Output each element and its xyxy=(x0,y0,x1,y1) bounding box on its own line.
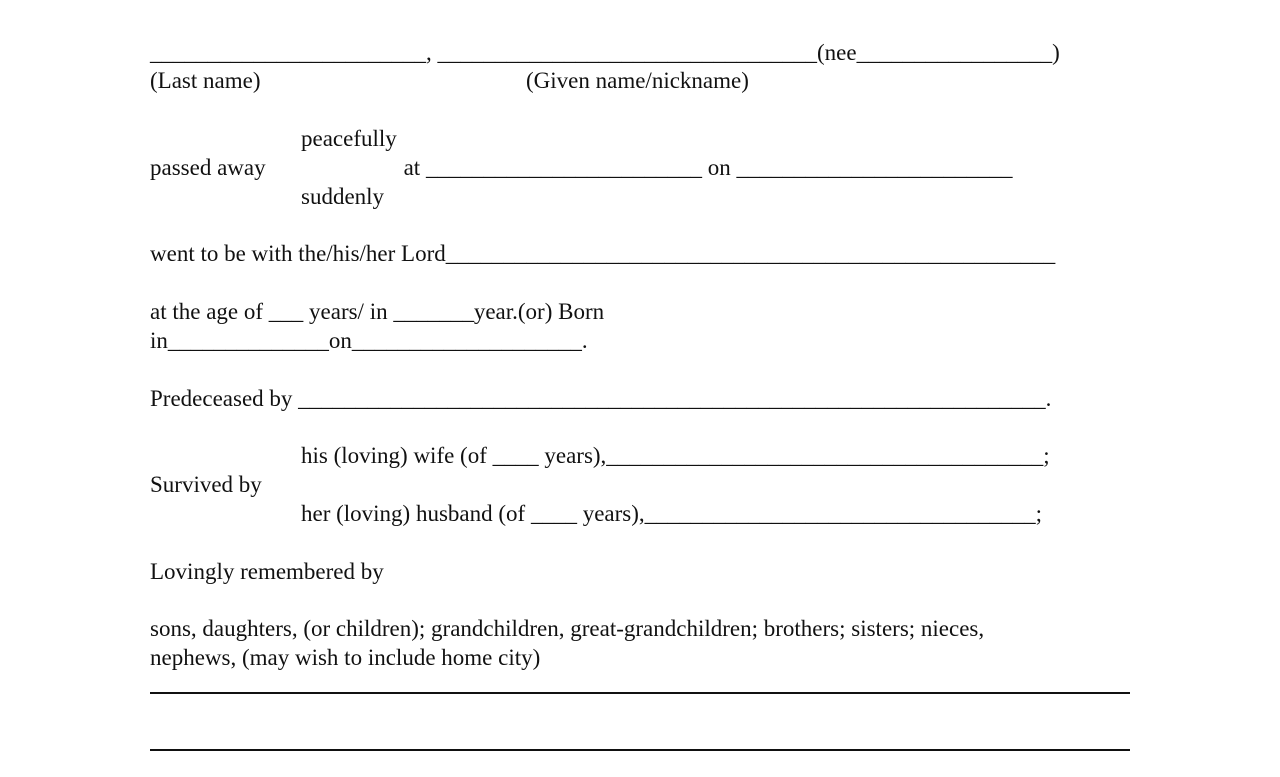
wife-line: his (loving) wife (of ____ years),______________________________________; xyxy=(301,443,1050,468)
predeceased-line: Predeceased by _________________________________________________________________. xyxy=(150,386,1052,411)
last-name-label: (Last name) xyxy=(150,68,261,93)
option-suddenly: suddenly xyxy=(301,184,385,209)
relatives-line-1: sons, daughters, (or children); grandchildren, great-grandchildren; brothers; sisters; nieces, xyxy=(150,616,985,641)
born-line: in______________on____________________. xyxy=(150,328,588,353)
age-line: at the age of ___ years/ in _______year.(or) Born xyxy=(150,299,605,324)
blank-line-1 xyxy=(150,692,1130,694)
husband-line: her (loving) husband (of ____ years),__________________________________; xyxy=(301,501,1043,526)
name-line: ________________________, _________________________________(nee_________________) xyxy=(150,40,1060,65)
passed-away-line: passed away at ________________________ on ________________________ xyxy=(150,155,1013,180)
remembered-label: Lovingly remembered by xyxy=(150,559,384,584)
relatives-line-2: nephews, (may wish to include home city) xyxy=(150,645,541,670)
given-name-label: (Given name/nickname) xyxy=(526,68,749,93)
survived-by-label: Survived by xyxy=(150,472,262,497)
blank-line-2 xyxy=(150,749,1130,751)
option-peacefully: peacefully xyxy=(301,126,397,151)
lord-line: went to be with the/his/her Lord_____________________________________________________ xyxy=(150,241,1056,266)
